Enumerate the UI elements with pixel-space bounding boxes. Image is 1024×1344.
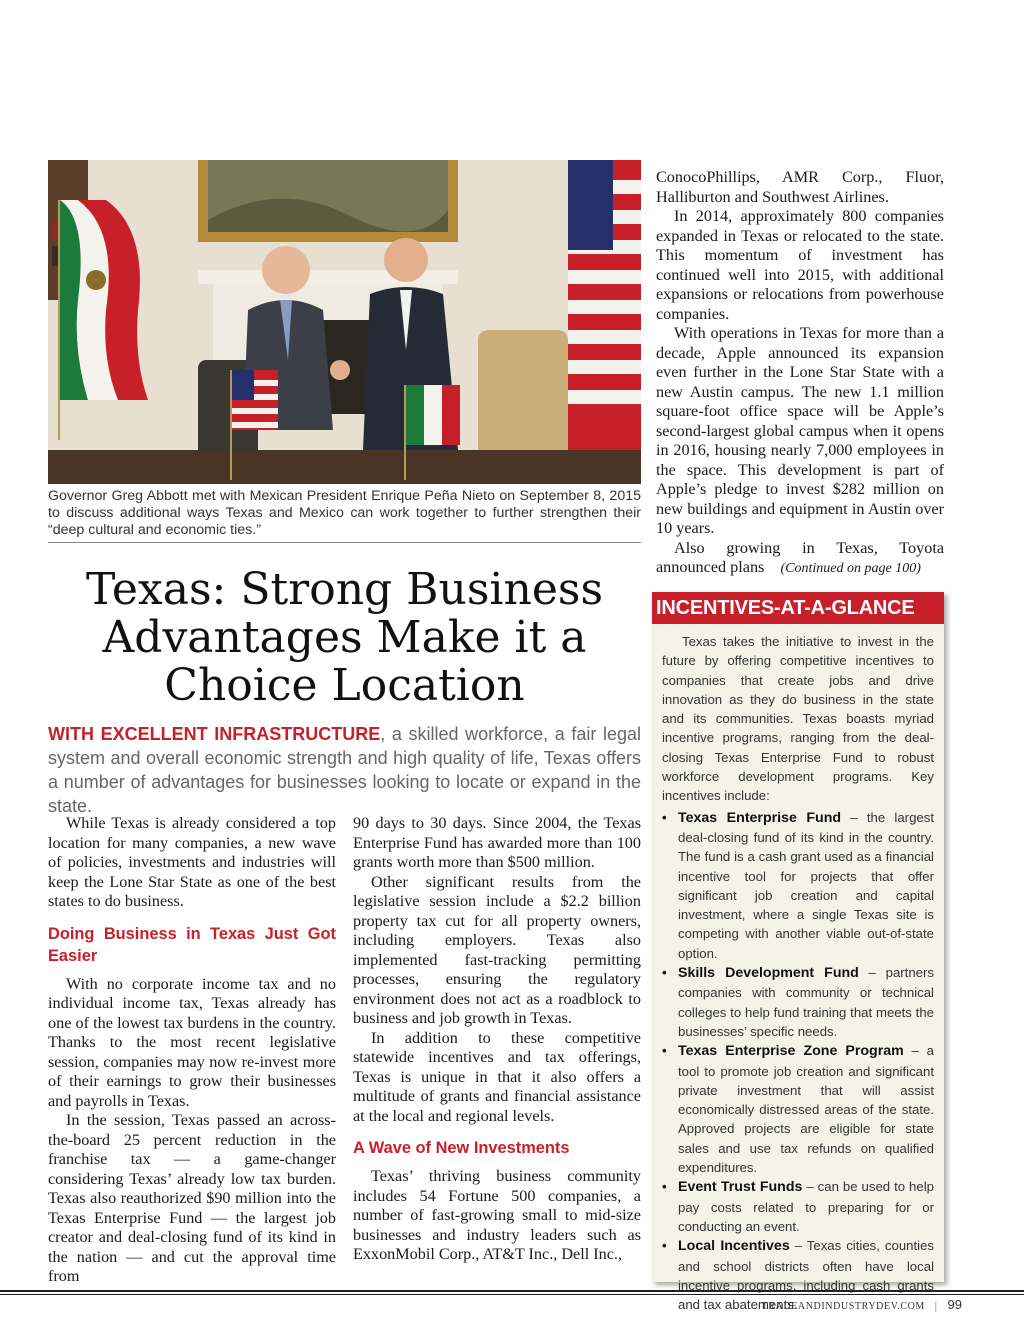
incentives-list	[662, 808, 934, 1315]
body-paragraph: With no corporate income tax and no individual income tax, Texas already has one of the lowest tax burdens in the country. Thanks to the most recent legislative session, companies may now re-invest more of their earnings to grow their businesses and payrolls in Texas.	[48, 974, 336, 1110]
incentive-item	[662, 808, 934, 963]
sidebar-intro: Texas takes the initiative to invest in the future by offering competitive incentives to companies that create jobs and drive innovation as they do business in the state and its communities. Texas boasts myriad incentive programs, ranging from the deal-closing Texas Enterprise Fund to robust workforce development programs. Key incentives include:	[662, 634, 934, 804]
caption-divider	[48, 542, 641, 543]
bullet-icon: •	[662, 965, 667, 981]
body-column-2	[353, 814, 641, 1265]
incentive-name: Event Trust Funds	[678, 1179, 803, 1196]
incentive-text: – partners companies with community or technical colleges to help fund training that meets the businesses’ specific needs.	[678, 965, 934, 1039]
incentive-name: Texas Enterprise Fund	[678, 809, 842, 826]
body-paragraph: While Texas is already considered a top location for many companies, a new wave of policies, investments and industries will keep the Lone Star State as one of the best states to do business.	[48, 814, 336, 910]
incentive-text: – Texas cities, counties and school districts often have local incentive programs, including cash grants and tax abatements.	[678, 1238, 935, 1313]
footer-site[interactable]: TRADEANDINDUSTRYDEV.COM	[761, 1301, 925, 1312]
photo-illustration	[48, 160, 641, 484]
incentive-name: Skills Development Fund	[678, 965, 859, 982]
incentive-item	[662, 1177, 934, 1236]
continued-link[interactable]: (Continued on page 100)	[780, 561, 921, 576]
body-column-1	[48, 814, 336, 1287]
incentive-text: – can be used to help pay costs related to preparing for or conducting an event.	[678, 1179, 934, 1234]
bullet-icon: •	[662, 1043, 667, 1059]
incentive-text: – a tool to promote job creation and significant private investment that will assist economically distressed areas of the state. Approved projects are eligible for state sales and use tax refunds on qualified expenditures.	[678, 1043, 934, 1176]
page-footer	[762, 1297, 962, 1312]
body-paragraph: Other significant results from the legislative session include a $2.2 billion property tax cut for all property owners, including employers. Texas also implemented fast-tracking permitting processes, ensuring the regulatory environment does not act as a roadblock to business and job growth in Texas.	[353, 872, 641, 1027]
subheading-doing-business: Doing Business in Texas Just Got Easier	[48, 924, 336, 965]
photo-caption: Governor Greg Abbott met with Mexican President Enrique Peña Nieto on September 8, 2015 to discuss additional ways Texas and Mexico can work together to further strengthen their “deep cultural and economic ties.”	[48, 488, 641, 538]
body-paragraph	[656, 539, 944, 579]
body-paragraph: In 2014, approximately 800 companies expanded in Texas or relocated to the state. This momentum of investment has continued well into 2015, with additional expansions or relocations from powerhouse companies.	[656, 207, 944, 323]
article-photo	[48, 160, 641, 484]
sidebar-title: INCENTIVES-AT-A-GLANCE	[652, 592, 944, 624]
body-paragraph: Texas’ thriving business community includes 54 Fortune 500 companies, a number of fast-growing small to mid-size businesses and industry leaders such as ExxonMobil Corp., AT&T Inc., Dell Inc.,	[353, 1167, 641, 1263]
incentive-item	[662, 963, 934, 1041]
sidebar-body	[652, 624, 944, 1314]
incentive-name: Local Incentives	[678, 1238, 790, 1255]
footer-separator: |	[934, 1301, 938, 1312]
subheading-new-investments: A Wave of New Investments	[353, 1139, 570, 1157]
footer-rule	[0, 1290, 1024, 1292]
body-paragraph: In the session, Texas passed an across-the-board 25 percent reduction in the franchise tax — a game-changer considering Texas’ already low tax burden. Texas also reauthorized $90 million into the Texas Enterprise Fund — the largest job creator and deal-closing fund of its kind in the nation — and cut the approval time from	[48, 1111, 336, 1285]
body-paragraph: 90 days to 30 days. Since 2004, the Texas Enterprise Fund has awarded more than 100 grants worth more than $500 million.	[353, 814, 641, 871]
body-text: Also growing in Texas, Toyota announced plans	[656, 538, 944, 576]
incentive-name: Texas Enterprise Zone Program	[678, 1043, 904, 1060]
article-deck	[48, 722, 641, 818]
bullet-icon: •	[662, 809, 667, 825]
deck-lead: WITH EXCELLENT INFRASTRUCTURE	[48, 724, 381, 744]
footer-rule-thin	[0, 1294, 1024, 1295]
body-paragraph: In addition to these competitive statewide incentives and tax offerings, Texas is unique in that it also offers a multitude of grants and financial assistance at the local and regional levels.	[353, 1028, 641, 1125]
body-paragraph: ConocoPhillips, AMR Corp., Fluor, Halliburton and Southwest Airlines.	[656, 168, 944, 206]
body-paragraph: With operations in Texas for more than a decade, Apple announced its expansion even further in the Lone Star State with a new Austin campus. The new 1.1 million square-foot office space will be Apple’s second-largest global campus when it opens in 2016, housing nearly 7,000 employees in the space. This development is part of Apple’s pledge to invest $282 million on new buildings and equipment in Austin over 10 years.	[656, 324, 944, 537]
body-column-3	[656, 168, 944, 579]
bullet-icon: •	[662, 1179, 667, 1195]
deck-text: , a skilled workforce, a fair legal system and overall economic strength and high quality of life, Texas offers a number of advantages for businesses looking to locate or expand in the state.	[48, 724, 642, 816]
incentive-item	[662, 1041, 934, 1177]
article-headline: Texas: Strong Business Advantages Make it a Choice Location	[85, 564, 604, 711]
incentive-text: – the largest deal-closing fund of its kind in the country. The fund is a cash grant used as a financial incentive tool for projects that offer significant job creation and capital investment, where a single Texas site is competing with another viable out-of-state option.	[678, 809, 934, 961]
bullet-icon: •	[662, 1238, 667, 1254]
page-number: 99	[947, 1297, 962, 1312]
